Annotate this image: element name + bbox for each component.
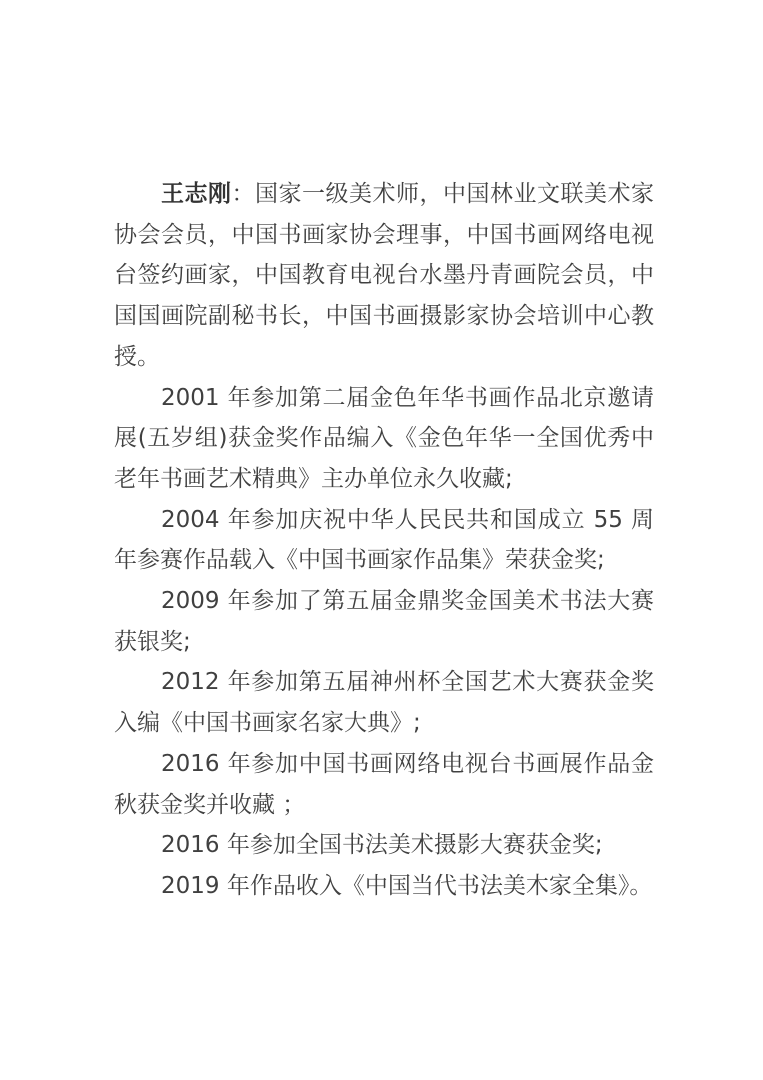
artist-name: 王志刚 <box>161 181 232 207</box>
achievement-paragraph: 2016 年参加中国书画网络电视台书画展作品金秋获金奖并收藏 ； <box>114 750 654 818</box>
achievement-paragraph: 2012 年参加第五届神州杯全国艺术大赛获金奖入编《中国书画家名家大典》; <box>114 669 654 737</box>
achievement-paragraph: 2019 年作品收入《中国当代书法美木家全集》。 <box>161 872 653 899</box>
achievement-paragraph: 2001 年参加第二届金色年华书画作品北京邀请展(五岁组)获金奖作品编入《金色年华一全国优秀中老年书画艺术精典》主办单位永久收藏; <box>114 384 654 492</box>
biography-text <box>114 174 654 907</box>
achievement-paragraph: 2016 年参加全国书法美术摄影大赛获金奖; <box>161 832 603 859</box>
achievement-paragraph: 2009 年参加了第五届金鼎奖金国美术书法大赛获银奖; <box>114 588 654 655</box>
achievement-paragraph: 2004 年参加庆祝中华人民民共和国成立 55 周年参赛作品载入《中国书画家作品集》荣获金奖; <box>114 506 654 574</box>
intro-paragraph <box>114 174 654 378</box>
intro-text: ：国家一级美术师，中国林业文联美术家协会会员，中国书画家协会理事，中国书画网络电视台签约画家，中国教育电视台水墨丹青画院会员，中国国画院副秘书长，中国书画摄影家协会培训中心教授。 <box>114 181 654 370</box>
